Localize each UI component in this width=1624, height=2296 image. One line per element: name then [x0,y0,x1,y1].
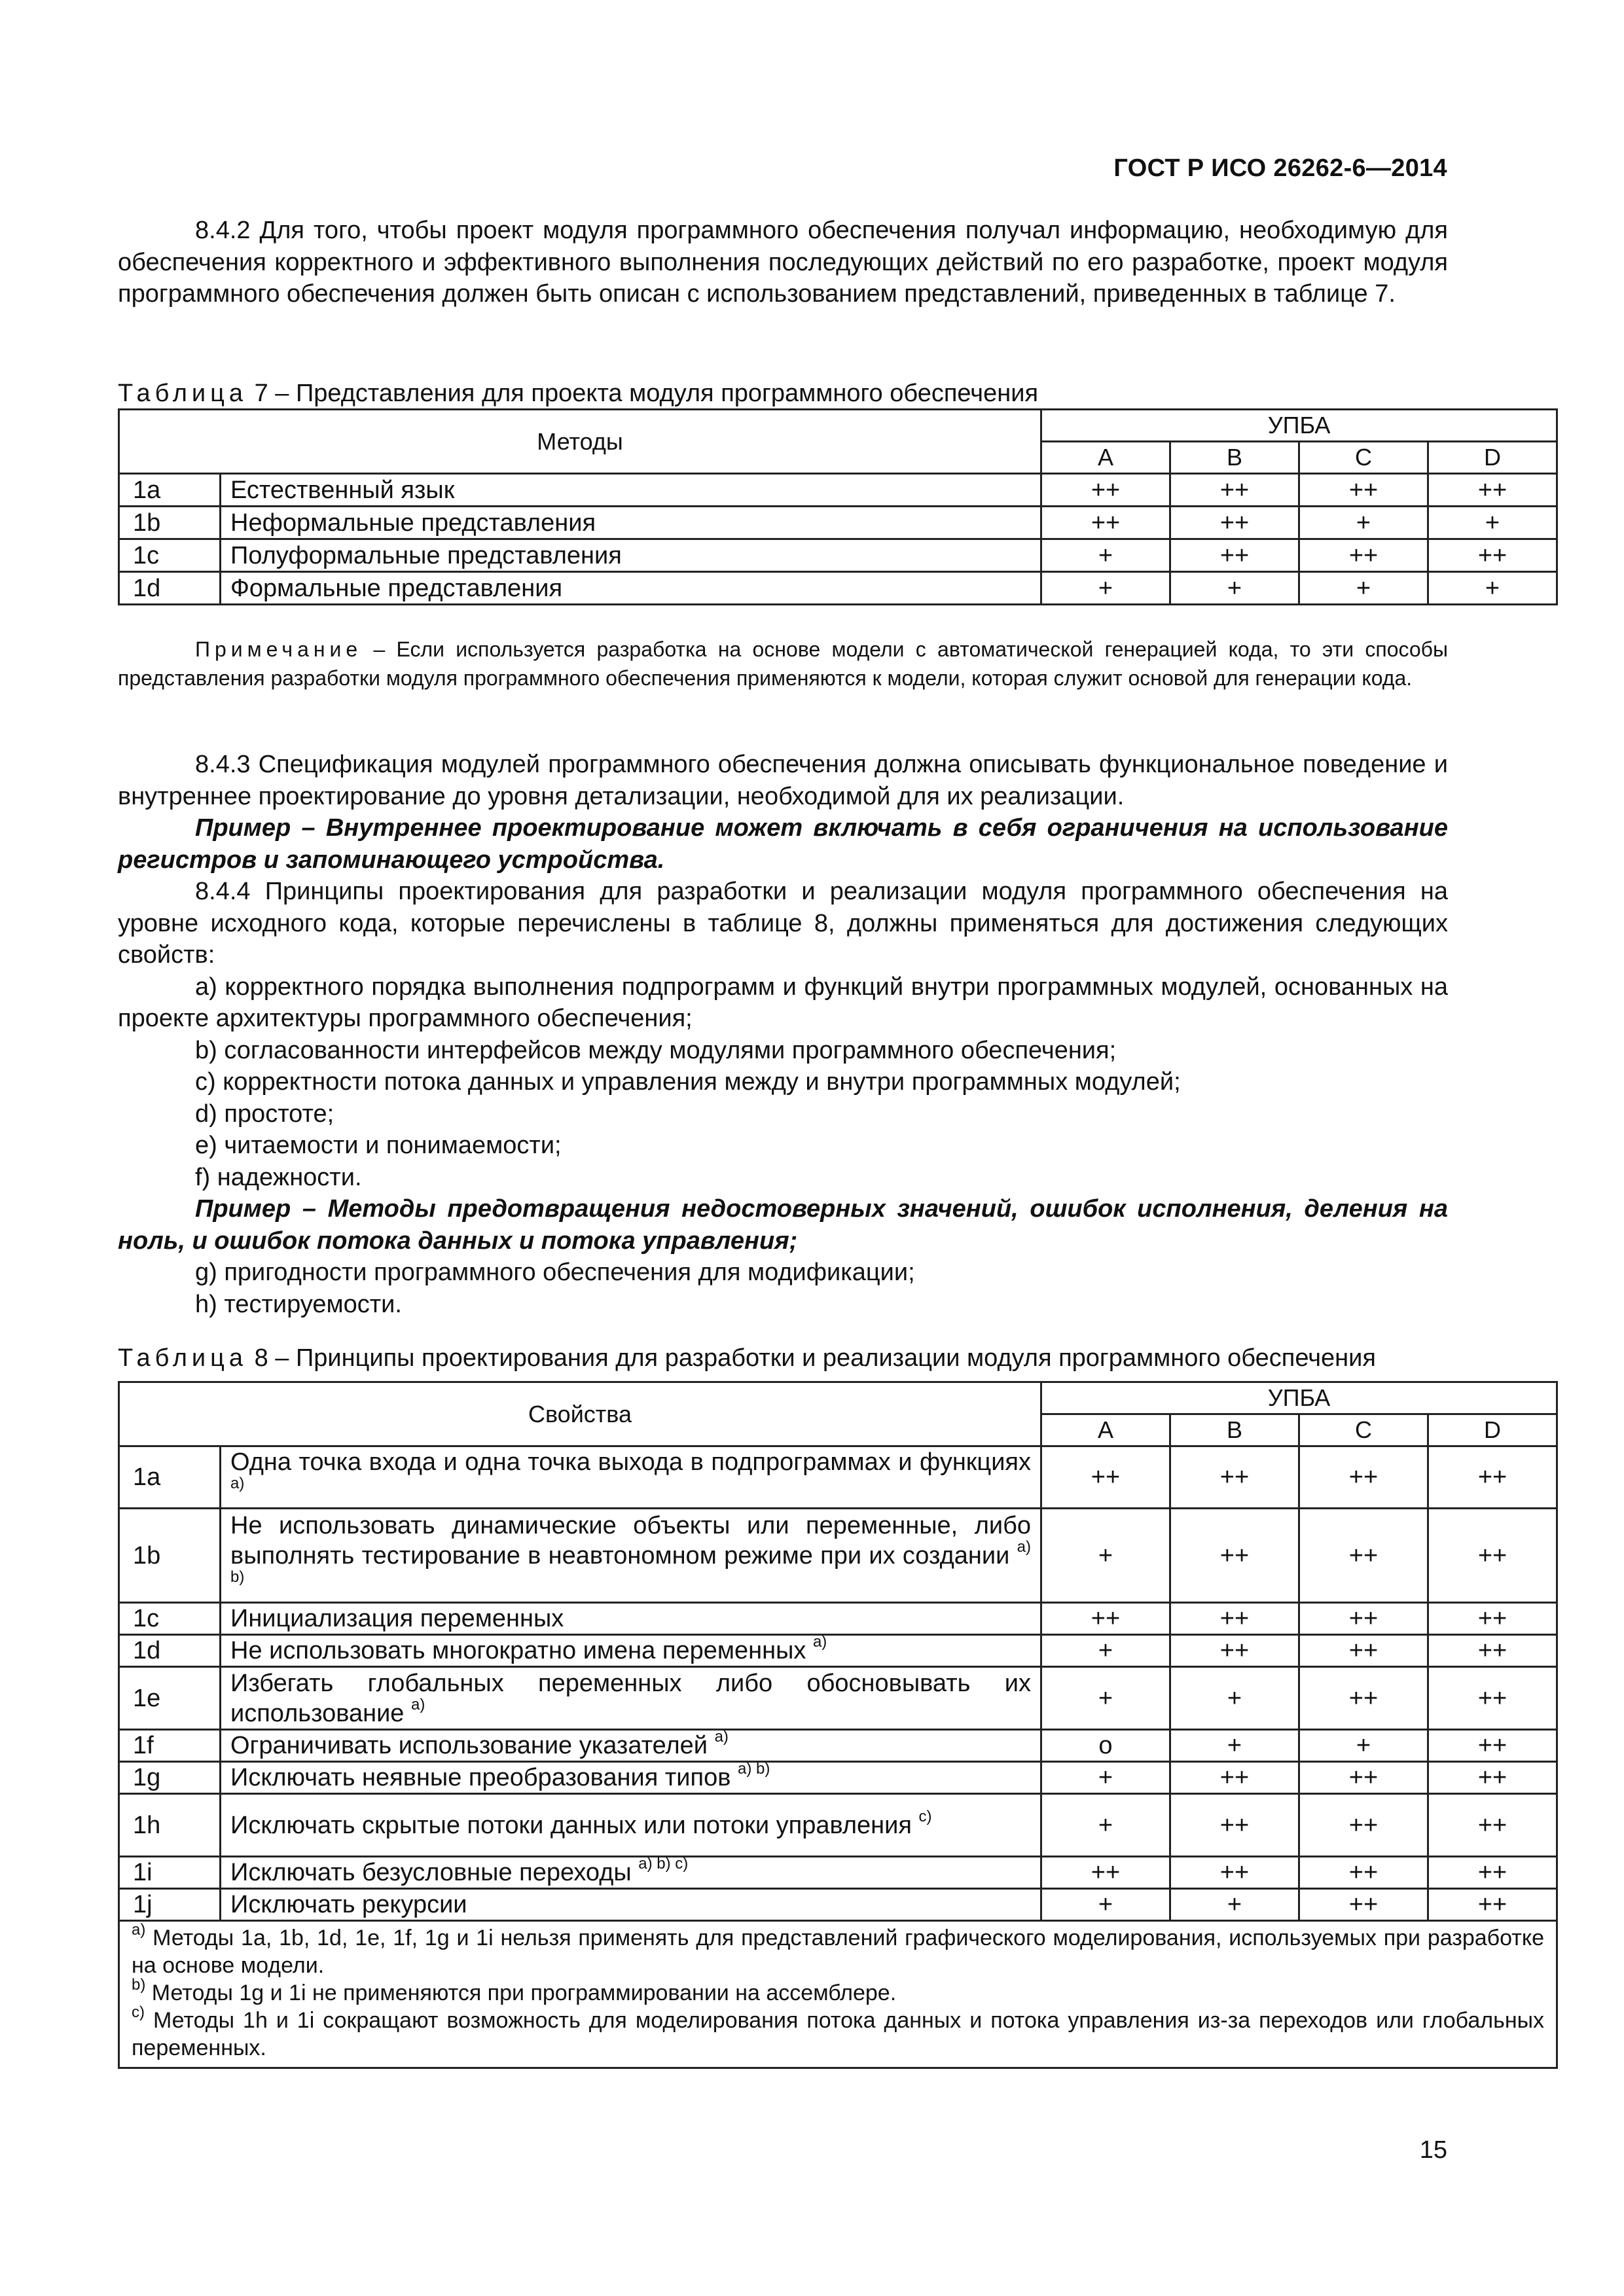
list-item-c: c) корректности потока данных и управления между и внутри программных модулей; [195,1068,1181,1096]
table-7-methods-header: Методы [119,410,1041,474]
row-name: Полуформальные представления [221,539,1041,572]
table-row [119,539,1557,572]
cell-c: ++ [1299,1667,1428,1730]
row-name-text: Избегать глобальных переменных либо обосновывать их использование [230,1669,1031,1727]
table-7-upba-header: УПБА [1041,410,1557,442]
table-row [119,1762,1557,1794]
table-8-properties-header: Свойства [119,1382,1041,1446]
footnote-ref: c) [918,1807,932,1825]
cell-c: ++ [1299,1762,1428,1794]
cell-d: ++ [1428,539,1557,572]
table-8-caption-text: 8 – Принципы проектирования для разработки и реализации модуля программного обеспечения [254,1344,1376,1372]
cell-a: ++ [1041,474,1170,507]
table-row [119,1794,1557,1857]
footnote-ref: a) b) [737,1760,770,1778]
table-8-upba-header: УПБА [1041,1382,1557,1414]
note-label: Примечание [195,637,363,661]
row-name [221,1889,1041,1921]
cell-c: ++ [1299,1603,1428,1635]
list-item-f: f) надежности. [195,1163,362,1191]
table-7 [118,408,1558,605]
section-8-4-3-and-8-4-4 [118,749,1448,1320]
cell-c: ++ [1299,474,1428,507]
row-id: 1i [119,1857,221,1889]
list-item-b: b) согласованности интерфейсов между модулями программного обеспечения; [195,1036,1117,1064]
table-7-level-d: D [1428,442,1557,474]
table-row [119,1730,1557,1762]
row-name [221,1509,1041,1603]
cell-d: ++ [1428,1794,1557,1857]
cell-a: + [1041,1794,1170,1857]
table-8-level-a: A [1041,1414,1170,1446]
cell-d: ++ [1428,474,1557,507]
row-id: 1c [119,539,221,572]
cell-b: ++ [1170,1635,1299,1667]
footnote-ref: a) [411,1695,425,1713]
cell-d: ++ [1428,1667,1557,1730]
footnote-ref: a) [230,1475,245,1493]
list-item-h: h) тестируемости. [195,1290,402,1318]
table-row [119,1603,1557,1635]
cell-a: ++ [1041,1857,1170,1889]
row-name: Естественный язык [221,474,1041,507]
cell-b: ++ [1170,1446,1299,1509]
row-name [221,1857,1041,1889]
list-item-d: d) простоте; [195,1100,334,1128]
footnote-text: Методы 1g и 1i не применяются при программировании на ассемблере. [145,1981,897,2005]
row-id: 1c [119,1603,221,1635]
list-item-a: a) корректного порядка выполнения подпрограмм и функций внутри программных модулей, основанных на проекте архитектуры программного обеспечения; [118,973,1448,1032]
row-name [221,1730,1041,1762]
table-7-level-b: B [1170,442,1299,474]
cell-c: + [1299,507,1428,539]
row-id: 1g [119,1762,221,1794]
cell-a: ++ [1041,1603,1170,1635]
cell-d: ++ [1428,1446,1557,1509]
row-name [221,1446,1041,1509]
cell-d: ++ [1428,1889,1557,1921]
table-8-level-c: C [1299,1414,1428,1446]
cell-b: + [1170,572,1299,605]
footnote-mark: a) [132,1920,146,1939]
row-name [221,1762,1041,1794]
cell-b: ++ [1170,1794,1299,1857]
footnote-ref: a) [714,1728,729,1746]
paragraph-8-4-4: 8.4.4 Принципы проектирования для разработки и реализации модуля программного обеспечения на уровне исходного кода, которые перечислены в таблице 8, должны применяться для достижения следующих свойств: [118,878,1448,969]
row-id: 1h [119,1794,221,1857]
row-name-text: Исключать неявные преобразования типов [230,1764,731,1791]
cell-c: ++ [1299,539,1428,572]
note-text: – Если используется разработка на основе модели с автоматической генерацией кода, то эти способы представления разработки модуля программного обеспечения применяются к модели, которая служит основой для генерации кода. [118,637,1448,690]
example-2: Пример – Методы предотвращения недостоверных значений, ошибок исполнения, деления на ноль, и ошибок потока данных и потока управления; [118,1195,1448,1255]
table-7-caption-label: Таблица [118,380,247,407]
cell-b: ++ [1170,507,1299,539]
cell-d: ++ [1428,1857,1557,1889]
cell-a: + [1041,1762,1170,1794]
table-8 [118,1381,1558,2069]
table-8-level-d: D [1428,1414,1557,1446]
row-name [221,1635,1041,1667]
footnote-mark: c) [132,2003,145,2021]
footnote-text: Методы 1a, 1b, 1d, 1e, 1f, 1g и 1i нельзя применять для представлений графического моделирования, используемых при разработке на основе модели. [132,1926,1545,1978]
cell-b: ++ [1170,1857,1299,1889]
document-code-header: ГОСТ Р ИСО 26262-6—2014 [1113,154,1447,182]
footnote-ref: a) b) c) [638,1855,689,1873]
cell-a: + [1041,1667,1170,1730]
footnote-text: Методы 1h и 1i сокращают возможность для моделирования потока данных и потока управления из-за переходов или глобальных переменных. [132,2008,1545,2060]
footnote-ref: a) [812,1633,827,1651]
row-name-text: Одна точка входа и одна точка выхода в подпрограммах и функциях [230,1448,1031,1476]
cell-b: ++ [1170,539,1299,572]
table-7-level-c: C [1299,442,1428,474]
row-name [221,1667,1041,1730]
cell-a: + [1041,539,1170,572]
footnote-b [132,1975,1544,2007]
table-8-level-b: B [1170,1414,1299,1446]
table-row [119,1509,1557,1603]
table-row [119,474,1557,507]
row-name-text: Инициализация переменных [230,1605,564,1632]
cell-c: + [1299,572,1428,605]
cell-d: ++ [1428,1603,1557,1635]
cell-d: ++ [1428,1762,1557,1794]
cell-d: + [1428,507,1557,539]
cell-b: + [1170,1667,1299,1730]
note [118,635,1448,692]
row-name: Формальные представления [221,572,1041,605]
example-1: Пример – Внутреннее проектирование может включать в себя ограничения на использование регистров и запоминающего устройства. [118,814,1448,874]
table-7-block [118,378,1507,605]
table-8-block [118,1343,1545,2069]
cell-c: ++ [1299,1635,1428,1667]
table-7-level-a: A [1041,442,1170,474]
table-8-footnotes [119,1921,1557,2068]
table-8-caption [118,1343,1448,1373]
cell-d: ++ [1428,1635,1557,1667]
cell-b: ++ [1170,1509,1299,1603]
row-name-text: Не использовать многократно имена переменных [230,1637,806,1664]
cell-c: ++ [1299,1794,1428,1857]
page-number: 15 [1419,2136,1447,2164]
list-item-e: e) читаемости и понимаемости; [195,1132,562,1159]
footnote-a [132,1920,1545,1979]
row-name-text: Исключать рекурсии [230,1891,467,1918]
row-name-text: Ограничивать использование указателей [230,1732,708,1759]
row-id: 1d [119,1635,221,1667]
cell-b: ++ [1170,1603,1299,1635]
cell-b: + [1170,1889,1299,1921]
table-row [119,1446,1557,1509]
table-8-footnotes-row [119,1921,1557,2068]
cell-d: ++ [1428,1730,1557,1762]
table-8-caption-label: Таблица [118,1344,247,1372]
row-name-text: Не использовать динамические объекты или переменные, либо выполнять тестирование в неавтономном режиме при их создании [230,1511,1031,1570]
cell-a: + [1041,1889,1170,1921]
cell-a: ++ [1041,1446,1170,1509]
paragraph-8-4-2: 8.4.2 Для того, чтобы проект модуля программного обеспечения получал информацию, необходимую для обеспечения корректного и эффективного выполнения последующих действий по его разработке, проект модуля программного обеспечения должен быть описан с использованием представлений, приведенных в таблице 7. [118,217,1448,308]
cell-a: + [1041,1635,1170,1667]
row-id: 1b [119,507,221,539]
list-item-g: g) пригодности программного обеспечения для модификации; [195,1259,915,1286]
table-7-caption [118,378,1448,408]
row-id: 1a [119,1446,221,1509]
table-row [119,507,1557,539]
row-id: 1d [119,572,221,605]
table-row [119,1889,1557,1921]
row-name [221,1603,1041,1635]
footnote-c [132,2003,1545,2062]
cell-c: ++ [1299,1446,1428,1509]
section-8-4-2 [118,215,1448,310]
row-id: 1e [119,1667,221,1730]
table-7-caption-text: 7 – Представления для проекта модуля программного обеспечения [254,380,1039,407]
table-row [119,572,1557,605]
note-block [118,635,1448,692]
row-name [221,1794,1041,1857]
table-row [119,1635,1557,1667]
cell-b: ++ [1170,1762,1299,1794]
cell-b: ++ [1170,474,1299,507]
cell-a: ++ [1041,507,1170,539]
footnote-mark: b) [132,1975,146,1994]
cell-a: o [1041,1730,1170,1762]
row-name: Неформальные представления [221,507,1041,539]
cell-c: + [1299,1730,1428,1762]
cell-b: + [1170,1730,1299,1762]
row-name-text: Исключать скрытые потоки данных или потоки управления [230,1811,912,1839]
table-row [119,1857,1557,1889]
row-id: 1j [119,1889,221,1921]
cell-a: + [1041,572,1170,605]
cell-a: + [1041,1509,1170,1603]
row-id: 1b [119,1509,221,1603]
row-id: 1a [119,474,221,507]
cell-c: ++ [1299,1509,1428,1603]
row-name-text: Исключать безусловные переходы [230,1859,632,1886]
cell-d: + [1428,572,1557,605]
cell-c: ++ [1299,1857,1428,1889]
footnote-ref: a) b) [230,1537,1031,1586]
cell-d: ++ [1428,1509,1557,1603]
table-row [119,1667,1557,1730]
cell-c: ++ [1299,1889,1428,1921]
paragraph-8-4-3: 8.4.3 Спецификация модулей программного обеспечения должна описывать функциональное поведение и внутреннее проектирование до уровня детализации, необходимой для их реализации. [118,751,1448,810]
row-id: 1f [119,1730,221,1762]
